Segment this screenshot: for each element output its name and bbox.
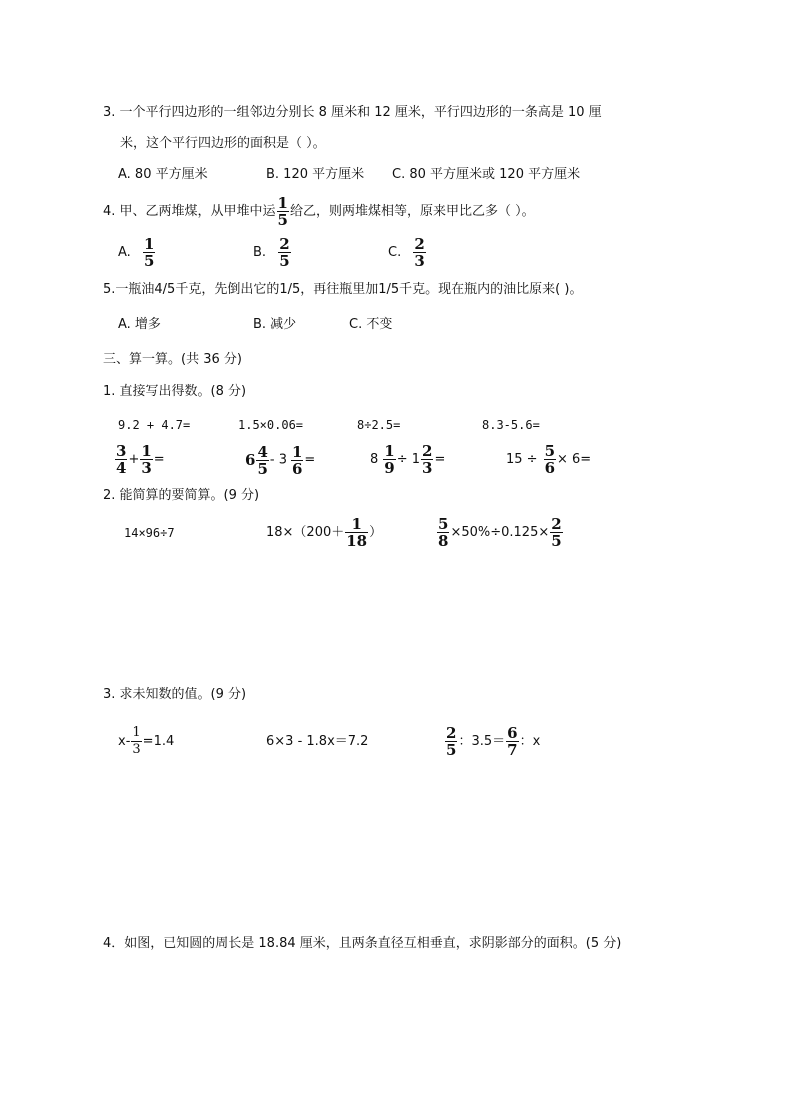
fraction: [437, 516, 449, 549]
denominator: 9: [384, 459, 395, 477]
part1-title: 1. 直接写出得数。(8 分): [103, 384, 247, 399]
q4-option-b-label: B.: [253, 245, 267, 260]
oral-calc-7: [370, 442, 445, 478]
q4-option-c: [388, 235, 427, 271]
q4-option-c-label: C.: [388, 245, 402, 260]
oral-calc-1: 9.2 + 4.7=: [118, 418, 191, 432]
fraction: [550, 516, 562, 549]
q4-option-b-fraction: [278, 236, 290, 269]
denominator: 3: [132, 742, 141, 757]
oral-calc-3: 8÷2.5=: [357, 418, 401, 432]
denominator: 6: [291, 459, 303, 478]
numerator: 5: [544, 442, 556, 460]
section3-title: 三、算一算。(共 36 分): [103, 352, 242, 367]
q3-line2: 米，这个平行四边形的面积是（ ）。: [120, 136, 326, 151]
q5-stem: 5.一瓶油4/5千克，先倒出它的1/5，再往瓶里加1/5千克。现在瓶内的油比原来( )。: [103, 282, 583, 297]
fraction: [345, 516, 368, 549]
fraction: [506, 725, 518, 758]
q3-line1: 3. 一个平行四边形的一组邻边分别长 8 厘米和 12 厘米，平行四边形的一条高是 10 厘: [103, 105, 602, 120]
numerator: 4: [257, 442, 268, 461]
expression-pre: 15 ÷: [506, 452, 538, 467]
q3-option-c: C. 80 平方厘米或 120 平方厘米: [392, 167, 581, 182]
denominator: 5: [446, 741, 457, 759]
oral-calc-8: [506, 442, 591, 478]
denominator: 5: [257, 459, 268, 478]
expression-post: ：x: [519, 734, 541, 749]
q5-option-b: B. 减少: [253, 317, 297, 332]
q4-option-a: [118, 235, 156, 271]
q4-option-b: [253, 235, 292, 271]
numerator: 3: [116, 442, 127, 460]
q4-stem: [103, 195, 535, 228]
denominator: 6: [544, 459, 556, 477]
q4-stem-fraction: [277, 195, 289, 228]
equation-2: 6×3 - 1.8x＝7.2: [266, 734, 369, 749]
q3-option-b: B. 120 平方厘米: [266, 167, 365, 182]
q4-stem-pre: 4. 甲、乙两堆煤，从甲堆中运: [103, 204, 276, 219]
equals: =: [153, 452, 165, 467]
operator: ÷ 1: [396, 452, 421, 467]
fraction: [140, 443, 152, 476]
numerator: 1: [143, 235, 155, 253]
fraction: [421, 443, 433, 476]
oral-calc-5: [114, 442, 165, 478]
numerator: 1: [384, 442, 395, 460]
expression-pre: x-: [118, 734, 131, 749]
fraction: [544, 443, 556, 476]
fraction: [445, 725, 457, 758]
oral-calc-2: 1.5×0.06=: [238, 418, 304, 432]
q5-option-c: C. 不变: [349, 317, 393, 332]
equation-1: [118, 722, 174, 762]
operator: +: [128, 452, 140, 467]
denominator: 18: [346, 532, 368, 550]
fraction: [115, 443, 127, 476]
q4-option-a-label: A.: [118, 245, 131, 260]
fraction: [256, 444, 268, 477]
denominator: 5: [143, 252, 155, 270]
numerator: 2: [446, 724, 457, 742]
oral-calc-6: [245, 442, 315, 479]
simplify-1: 14×96÷7: [124, 526, 175, 540]
q5-option-a: A. 增多: [118, 317, 161, 332]
operator: - 3: [269, 452, 287, 468]
numerator: 1: [351, 515, 362, 533]
fraction: [131, 725, 141, 758]
q4-frac-numerator: 1: [277, 194, 288, 212]
denominator: 5: [279, 252, 290, 270]
numerator: 2: [422, 442, 433, 460]
q4-frac-denominator: 5: [277, 211, 288, 229]
denominator: 3: [422, 459, 433, 477]
simplify-2: [266, 515, 382, 551]
numerator: 2: [551, 515, 562, 533]
whole-number: 8: [370, 452, 379, 467]
q4-option-c-fraction: [413, 236, 425, 269]
oral-calc-4: 8.3-5.6=: [482, 418, 540, 432]
expression-post: ）: [369, 525, 383, 540]
numerator: 2: [279, 235, 290, 253]
part2-title: 2. 能简算的要简算。(9 分): [103, 488, 260, 503]
denominator: 4: [116, 459, 127, 477]
fraction: [383, 443, 395, 476]
denominator: 3: [141, 459, 152, 477]
equals: =: [304, 452, 316, 468]
equals: =: [434, 452, 446, 467]
expression-post: × 6=: [557, 452, 592, 467]
denominator: 7: [507, 741, 518, 759]
simplify-3: [436, 515, 564, 551]
expression-pre: 18×（200＋: [266, 525, 345, 540]
equation-3: [444, 722, 540, 762]
q4-stem-post: 给乙，则两堆煤相等，原来甲比乙多（ ）。: [289, 204, 535, 219]
part4-title: 4．如图，已知圆的周长是 18.84 厘米，且两条直径互相垂直，求阴影部分的面积。(5 分): [103, 936, 622, 951]
whole-number: 6: [245, 451, 256, 469]
numerator: 6: [507, 724, 518, 742]
expression-post: =1.4: [142, 734, 175, 749]
part3-title: 3. 求未知数的值。(9 分): [103, 687, 247, 702]
numerator: 2: [414, 235, 425, 253]
fraction: [291, 444, 303, 477]
denominator: 5: [551, 532, 562, 550]
expression-middle: ：3.5＝: [458, 734, 506, 749]
numerator: 1: [141, 442, 152, 460]
denominator: 8: [438, 532, 449, 550]
numerator: 1: [132, 725, 141, 740]
denominator: 3: [414, 252, 425, 270]
numerator: 5: [438, 515, 449, 533]
expression-middle: ×50%÷0.125×: [450, 525, 550, 540]
numerator: 1: [291, 442, 303, 461]
q3-option-a: A. 80 平方厘米: [118, 167, 208, 182]
q4-option-a-fraction: [143, 236, 155, 269]
